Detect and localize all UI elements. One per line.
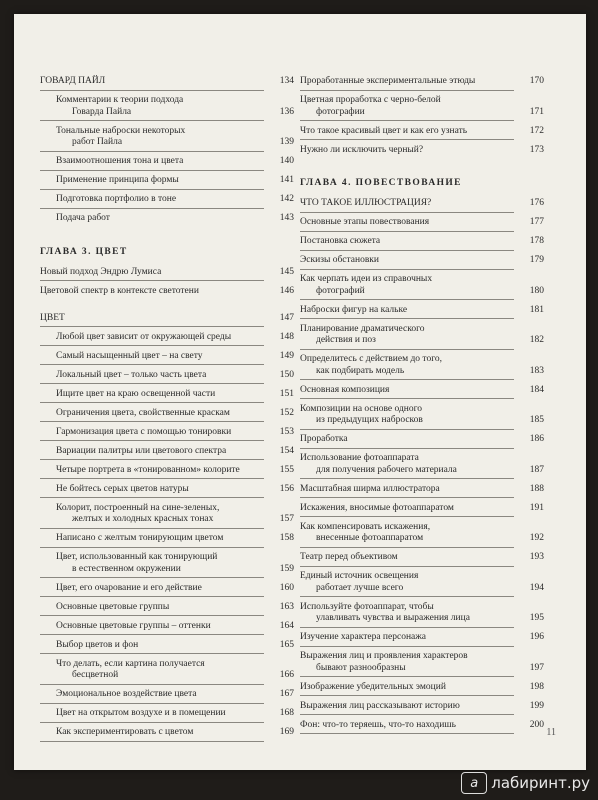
toc-entry-title xyxy=(300,602,518,625)
toc-entry[interactable] xyxy=(40,175,294,187)
toc-entry-title-line: бесцветной xyxy=(72,670,119,680)
toc-entry-page: 141 xyxy=(279,175,294,185)
toc-entry-title-line: Цвет на открытом воздухе и в помещении xyxy=(56,708,226,718)
toc-entry-page: 134 xyxy=(279,76,294,86)
toc-entry-page: 193 xyxy=(529,552,544,562)
toc-entry-page: 183 xyxy=(529,365,544,376)
toc-entry-page: 167 xyxy=(279,689,294,699)
toc-entry-title-line: Что делать, если картина получается xyxy=(56,658,205,669)
toc-entry-title-line: Цветная проработка с черно-белой xyxy=(300,95,441,105)
toc-entry-title xyxy=(40,175,268,187)
toc-entry[interactable] xyxy=(300,236,544,248)
toc-entry[interactable] xyxy=(40,689,294,701)
toc-entry[interactable] xyxy=(300,522,544,545)
toc-entry-page: 151 xyxy=(279,388,294,399)
toc-entry[interactable] xyxy=(300,453,544,476)
toc-entry[interactable] xyxy=(40,156,294,168)
toc-entry-page: 181 xyxy=(529,304,544,315)
toc-entry-page: 149 xyxy=(279,350,294,361)
toc-entry[interactable] xyxy=(300,484,544,496)
toc-entry-page: 199 xyxy=(529,700,544,711)
toc-entry-title-line: Не бойтесь серых цветов натуры xyxy=(56,483,189,494)
toc-entry-page: 164 xyxy=(279,620,294,631)
toc-entry-title-line: Комментарии к теории подхода xyxy=(56,95,184,105)
toc-entry-title-line: Четыре портрета в «тонированном» колорите xyxy=(56,464,240,475)
toc-entry-title-line: работает лучше всего xyxy=(316,582,404,593)
toc-entry-page: 177 xyxy=(529,217,544,227)
toc-entry-title-line: Масштабная ширма иллюстратора xyxy=(300,483,440,494)
toc-entry[interactable] xyxy=(40,640,294,652)
toc-entry-title-line: Планирование драматического xyxy=(300,323,425,334)
toc-entry-title-line: Подача работ xyxy=(56,213,110,223)
watermark-logo-icon: а xyxy=(461,772,487,794)
toc-entry-title xyxy=(40,286,268,298)
toc-entry-page: 158 xyxy=(279,533,294,543)
toc-entry-title xyxy=(300,701,518,713)
toc-entry-title xyxy=(40,552,268,575)
toc-entry[interactable] xyxy=(40,370,294,382)
toc-entry-title-line: Основные цветовые группы xyxy=(56,601,170,612)
toc-entry-page: 195 xyxy=(529,613,544,623)
toc-entry-title xyxy=(40,621,268,633)
toc-entry[interactable] xyxy=(40,427,294,439)
toc-entry-title xyxy=(300,236,518,248)
toc-entry-title xyxy=(40,95,268,118)
toc-entry-title xyxy=(300,255,518,267)
toc-entry-title-line: Применение принципа формы xyxy=(56,175,179,185)
toc-entry[interactable] xyxy=(300,324,544,347)
toc-entry[interactable] xyxy=(40,389,294,401)
toc-entry-title-line: ГОВАРД ПАЙЛ xyxy=(40,76,106,86)
toc-entry-page: 165 xyxy=(279,639,294,650)
watermark-text: лабиринт.ру xyxy=(491,774,590,792)
toc-entry[interactable] xyxy=(300,571,544,594)
toc-entry-title-line: Изображение убедительных эмоций xyxy=(300,681,446,692)
toc-entry[interactable] xyxy=(40,583,294,595)
toc-entry-page: 150 xyxy=(279,369,294,380)
toc-entry-title-line: Выражения лиц и проявления характеров xyxy=(300,651,468,661)
toc-entry-title-line: работ Пайла xyxy=(72,137,123,147)
toc-entry-title-line: Основные этапы повествования xyxy=(300,217,430,227)
toc-entry-title-line: Выбор цветов и фон xyxy=(56,639,139,650)
toc-entry-page: 155 xyxy=(279,464,294,475)
toc-entry-title-line: Гармонизация цвета с помощью тонировки xyxy=(56,426,232,437)
toc-entry-title-line: Нужно ли исключить черный? xyxy=(300,144,424,155)
toc-entry[interactable] xyxy=(40,602,294,614)
chapter-heading: ГЛАВА 4. ПОВЕСТВОВАНИЕ xyxy=(300,178,462,188)
toc-entry-page: 139 xyxy=(279,137,294,147)
toc-entry-page: 180 xyxy=(529,285,544,296)
toc-entry-title xyxy=(300,552,518,564)
toc-entry-title-line: улавливать чувства и выражения лица xyxy=(316,613,470,623)
toc-entry-page: 160 xyxy=(279,582,294,593)
toc-entry-page: 148 xyxy=(279,331,294,342)
toc-entry[interactable] xyxy=(300,126,544,138)
toc-entry-page: 145 xyxy=(279,266,294,277)
toc-entry[interactable] xyxy=(300,602,544,625)
toc-entry-title-line: Колорит, построенный на сине-зеленых, xyxy=(56,502,220,513)
toc-entry-page: 157 xyxy=(279,514,294,524)
toc-right-column xyxy=(300,76,544,739)
toc-entry-title-line: Композиции на основе одного xyxy=(300,403,423,414)
toc-entry-title-line: Основная композиция xyxy=(300,384,390,395)
toc-entry-title xyxy=(40,76,268,88)
toc-entry-title xyxy=(40,351,268,363)
toc-entry[interactable] xyxy=(40,446,294,458)
toc-entry-title xyxy=(300,217,518,229)
toc-entry[interactable] xyxy=(300,95,544,118)
toc-entry-title-line: Использование фотоаппарата xyxy=(300,453,419,463)
toc-entry-title xyxy=(40,370,268,382)
toc-entry-title xyxy=(300,126,518,138)
toc-entry-title-line: Любой цвет зависит от окружающей среды xyxy=(56,331,232,342)
toc-entry-title-line: ЦВЕТ xyxy=(40,312,65,323)
toc-entry[interactable] xyxy=(300,354,544,377)
toc-entry-title-line: Цветовой спектр в контексте светотени xyxy=(40,285,199,296)
toc-entry-title-line: Ищите цвет на краю освещенной части xyxy=(56,388,216,399)
toc-entry[interactable] xyxy=(300,385,544,397)
toc-entry-title xyxy=(40,389,268,401)
toc-entry-title-line: Наброски фигур на кальке xyxy=(300,304,408,315)
toc-entry-title xyxy=(40,583,268,595)
toc-entry-title-line: Подготовка портфолио в тоне xyxy=(56,194,177,204)
toc-entry-title xyxy=(300,274,518,297)
toc-entry-title xyxy=(300,503,518,515)
toc-entry-title-line: Используйте фотоаппарат, чтобы xyxy=(300,601,434,612)
toc-entry-title xyxy=(300,484,518,496)
toc-entry-page: 185 xyxy=(529,415,544,425)
toc-entry[interactable] xyxy=(40,727,294,739)
toc-entry-title xyxy=(300,354,518,377)
toc-entry[interactable] xyxy=(300,552,544,564)
toc-entry-page: 170 xyxy=(529,76,544,86)
toc-entry-title xyxy=(40,156,268,168)
toc-entry[interactable] xyxy=(300,255,544,267)
toc-entry[interactable] xyxy=(300,217,544,229)
toc-entry-title xyxy=(40,484,268,496)
toc-entry-title-line: из предыдущих набросков xyxy=(316,415,423,425)
toc-entry-title-line: Основные цветовые группы – оттенки xyxy=(56,620,211,631)
toc-entry[interactable] xyxy=(300,651,544,674)
toc-entry-title xyxy=(300,198,518,210)
toc-entry-title xyxy=(40,194,268,206)
toc-entry-title-line: Вариации палитры или цветового спектра xyxy=(56,445,227,456)
toc-entry-title-line: Говарда Пайла xyxy=(72,106,132,117)
toc-entry[interactable] xyxy=(40,126,294,149)
toc-entry[interactable] xyxy=(300,305,544,317)
toc-entry-title-line: бывают разнообразны xyxy=(316,662,406,673)
toc-entry[interactable] xyxy=(300,434,544,446)
toc-entry[interactable] xyxy=(40,659,294,682)
toc-entry-page: 173 xyxy=(529,144,544,155)
toc-entry-title xyxy=(40,465,268,477)
toc-entry[interactable] xyxy=(300,404,544,427)
toc-entry[interactable] xyxy=(300,198,544,210)
toc-entry-title-line: для получения рабочего материала xyxy=(316,464,457,475)
toc-entry-title xyxy=(300,95,518,118)
toc-entry-title-line: ЧТО ТАКОЕ ИЛЛЮСТРАЦИЯ? xyxy=(300,198,432,208)
toc-entry-title-line: Как черпать идеи из справочных xyxy=(300,274,433,284)
toc-entry-title xyxy=(40,332,268,344)
toc-entry-title xyxy=(300,385,518,397)
toc-entry-title-line: желтых и холодных красных тонах xyxy=(72,514,214,524)
toc-entry-page: 147 xyxy=(279,312,294,323)
toc-entry-page: 136 xyxy=(279,106,294,117)
toc-entry-title xyxy=(40,126,268,149)
toc-entry[interactable] xyxy=(40,408,294,420)
toc-entry-page: 146 xyxy=(279,285,294,296)
toc-entry[interactable] xyxy=(40,213,294,225)
page-number: 11 xyxy=(546,727,556,738)
toc-entry-page: 152 xyxy=(279,407,294,418)
toc-entry-title xyxy=(40,313,268,325)
toc-entry-title-line: в естественном окружении xyxy=(72,563,181,574)
toc-entry-page: 188 xyxy=(529,483,544,494)
toc-entry-title-line: Локальный цвет – только часть цвета xyxy=(56,369,207,380)
toc-entry-title xyxy=(40,446,268,458)
toc-entry-title xyxy=(40,659,268,682)
toc-entry[interactable] xyxy=(40,351,294,363)
toc-entry-title xyxy=(40,689,268,701)
toc-entry-title xyxy=(300,632,518,644)
toc-entry-page: 184 xyxy=(529,384,544,395)
chapter-heading: ГЛАВА 3. ЦВЕТ xyxy=(40,246,128,257)
toc-entry-title-line: Проработка xyxy=(300,434,348,444)
toc-entry[interactable] xyxy=(300,632,544,644)
toc-entry[interactable] xyxy=(40,76,294,88)
toc-left-column xyxy=(40,76,294,746)
toc-entry-page: 178 xyxy=(529,236,544,246)
toc-entry[interactable] xyxy=(300,720,544,732)
toc-entry[interactable] xyxy=(300,145,544,157)
toc-entry-title xyxy=(300,434,518,446)
toc-entry-page: 187 xyxy=(529,464,544,475)
toc-entry-title xyxy=(40,640,268,652)
toc-entry[interactable] xyxy=(40,95,294,118)
toc-entry-page: 172 xyxy=(529,125,544,136)
toc-entry-page: 197 xyxy=(529,662,544,673)
toc-entry[interactable] xyxy=(40,194,294,206)
toc-entry-title-line: Самый насыщенный цвет – на свету xyxy=(56,350,203,361)
toc-entry-title-line: Постановка сюжета xyxy=(300,236,381,246)
toc-entry-title-line: Единый источник освещения xyxy=(300,571,419,581)
toc-entry-title-line: Театр перед объективом xyxy=(300,552,398,562)
toc-entry-page: 166 xyxy=(279,670,294,680)
toc-entry-page: 154 xyxy=(279,445,294,456)
toc-entry-page: 176 xyxy=(529,198,544,208)
toc-entry-title-line: Фон: что-то теряешь, что-то находишь xyxy=(300,719,456,730)
toc-entry-title-line: Новый подход Эндрю Лумиса xyxy=(40,266,162,277)
toc-entry-title-line: Что такое красивый цвет и как его узнать xyxy=(300,125,468,136)
toc-entry-title xyxy=(40,708,268,720)
toc-entry-title xyxy=(300,305,518,317)
toc-entry-title-line: Тональные наброски некоторых xyxy=(56,125,186,136)
toc-entry-page: 143 xyxy=(279,213,294,223)
toc-entry-title-line: Эскизы обстановки xyxy=(300,255,380,265)
toc-entry[interactable] xyxy=(40,465,294,477)
toc-entry[interactable] xyxy=(40,621,294,633)
toc-entry-page: 194 xyxy=(529,582,544,593)
toc-entry-title-line: внесенные фотоаппаратом xyxy=(316,533,424,543)
toc-entry[interactable] xyxy=(40,552,294,575)
toc-entry-title xyxy=(300,571,518,594)
toc-entry-title xyxy=(300,453,518,476)
toc-entry-title-line: Цвет, использованный как тонирующий xyxy=(56,552,218,562)
book-page xyxy=(14,14,586,770)
toc-entry-page: 163 xyxy=(279,601,294,612)
toc-entry-page: 159 xyxy=(279,563,294,574)
toc-entry-page: 142 xyxy=(279,194,294,204)
toc-entry-title xyxy=(40,602,268,614)
toc-entry[interactable] xyxy=(300,76,544,88)
toc-entry[interactable] xyxy=(40,332,294,344)
toc-entry[interactable] xyxy=(40,484,294,496)
toc-entry-title-line: как подбирать модель xyxy=(316,365,405,376)
toc-entry-title xyxy=(300,682,518,694)
toc-entry-title-line: Изучение характера персонажа xyxy=(300,632,427,642)
toc-entry[interactable] xyxy=(40,503,294,526)
toc-entry-page: 196 xyxy=(529,632,544,642)
toc-entry-title-line: Выражения лиц рассказывают историю xyxy=(300,700,460,711)
toc-entry-title xyxy=(40,213,268,225)
toc-entry-title xyxy=(300,145,518,157)
toc-entry-title-line: Искажения, вносимые фотоаппаратом xyxy=(300,502,454,513)
watermark xyxy=(461,772,590,794)
toc-entry-page: 140 xyxy=(279,156,294,166)
toc-entry-page: 198 xyxy=(529,681,544,692)
toc-entry-title-line: Как компенсировать искажения, xyxy=(300,521,431,532)
toc-entry-title-line: Проработанные экспериментальные этюды xyxy=(300,76,476,86)
toc-entry-page: 191 xyxy=(529,502,544,513)
toc-entry-title-line: Цвет, его очарование и его действие xyxy=(56,582,202,593)
toc-entry-page: 169 xyxy=(279,727,294,737)
toc-entry[interactable] xyxy=(300,701,544,713)
toc-entry-title-line: Определитесь с действием до того, xyxy=(300,354,442,364)
toc-entry[interactable] xyxy=(40,708,294,720)
toc-entry[interactable] xyxy=(40,533,294,545)
toc-entry[interactable] xyxy=(300,274,544,297)
toc-entry-title xyxy=(300,651,518,674)
toc-entry-page: 200 xyxy=(529,719,544,730)
toc-entry-page: 168 xyxy=(279,708,294,718)
toc-entry[interactable] xyxy=(40,267,294,279)
toc-entry-page: 171 xyxy=(529,106,544,117)
toc-entry-title xyxy=(40,727,268,739)
toc-entry-title-line: Эмоциональное воздействие цвета xyxy=(56,689,197,699)
toc-entry-title-line: Ограничения цвета, свойственные краскам xyxy=(56,407,230,418)
toc-entry-page: 186 xyxy=(529,434,544,444)
toc-entry[interactable] xyxy=(300,503,544,515)
toc-entry-title-line: действия и поз xyxy=(316,335,376,345)
toc-entry-page: 153 xyxy=(279,426,294,437)
toc-entry-title xyxy=(300,76,518,88)
toc-entry[interactable] xyxy=(300,682,544,694)
toc-entry-page: 192 xyxy=(529,533,544,543)
toc-entry-page: 156 xyxy=(279,483,294,494)
toc-entry-title-line: Взаимоотношения тона и цвета xyxy=(56,156,184,166)
toc-entry-title xyxy=(300,720,518,732)
toc-entry-page: 182 xyxy=(529,335,544,345)
toc-spacer xyxy=(40,305,294,313)
toc-entry-title xyxy=(40,503,268,526)
toc-entry-title xyxy=(40,267,268,279)
toc-entry-title-line: фотографий xyxy=(316,285,365,296)
toc-entry-title xyxy=(40,427,268,439)
toc-entry-page: 179 xyxy=(529,255,544,265)
toc-entry[interactable] xyxy=(40,286,294,298)
toc-entry-title xyxy=(40,533,268,545)
toc-entry-title-line: Как экспериментировать с цветом xyxy=(56,727,194,737)
toc-entry-title xyxy=(300,324,518,347)
toc-entry-title xyxy=(40,408,268,420)
toc-entry-title xyxy=(300,522,518,545)
toc-entry-title-line: Написано с желтым тонирующим цветом xyxy=(56,533,224,543)
toc-entry-title-line: фотографии xyxy=(316,106,365,117)
toc-entry-title xyxy=(300,404,518,427)
toc-entry[interactable] xyxy=(40,313,294,325)
